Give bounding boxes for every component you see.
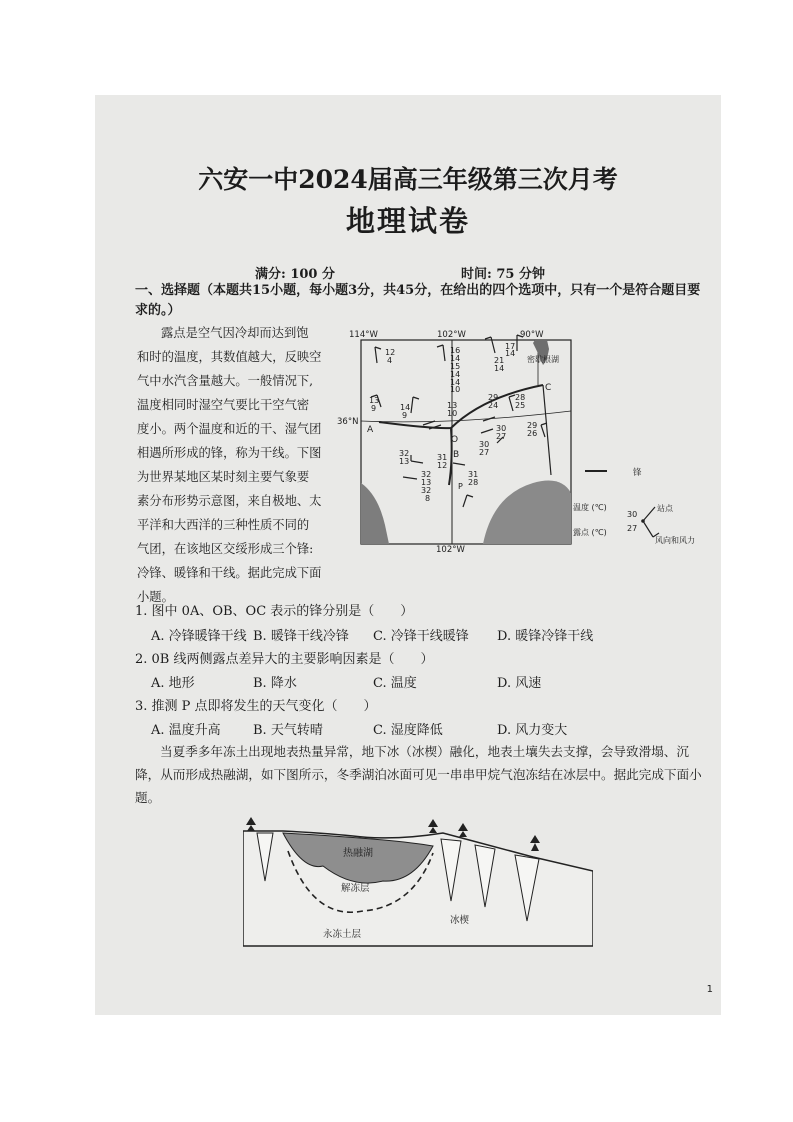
svg-text:热融湖: 热融湖 — [343, 848, 373, 859]
intro-line: 冷锋、暖锋和干线。据此完成下面 — [137, 566, 322, 580]
svg-text:31: 31 — [437, 453, 448, 462]
svg-text:温度 (℃): 温度 (℃) — [573, 503, 607, 512]
ocean-area — [361, 483, 389, 544]
q2-option-a: A. 地形 — [151, 676, 195, 691]
svg-text:12: 12 — [385, 348, 396, 357]
svg-text:114°W: 114°W — [349, 330, 378, 340]
intro-line: 素分布形势示意图，来自极地、太 — [137, 494, 322, 508]
q1-option-a: A. 冷锋暖锋干线 — [151, 629, 247, 644]
question-3: 3. 推测 P 点即将发生的天气变化（ ） — [135, 699, 377, 714]
svg-text:14: 14 — [450, 354, 461, 363]
svg-text:4: 4 — [387, 356, 393, 365]
svg-text:16: 16 — [450, 346, 461, 355]
svg-text:26: 26 — [527, 429, 538, 438]
exam-page — [95, 95, 721, 1015]
q3-option-a: A. 温度升高 — [151, 723, 221, 738]
svg-text:32: 32 — [421, 470, 432, 479]
page-number: 1 — [706, 984, 713, 995]
svg-text:8: 8 — [425, 494, 431, 503]
q3-option-c: C. 湿度降低 — [373, 723, 443, 738]
svg-text:13: 13 — [369, 396, 380, 405]
svg-text:密歇根湖: 密歇根湖 — [527, 355, 559, 364]
q1-option-b: B. 暖锋干线冷锋 — [253, 629, 349, 644]
full-score: 满分: 100 分 — [255, 267, 335, 282]
svg-text:12: 12 — [437, 461, 448, 470]
question-2: 2. 0B 线两侧露点差异大的主要影响因素是（ ） — [135, 652, 434, 667]
svg-text:10: 10 — [447, 409, 458, 418]
intro-paragraph-2: 当夏季多年冻土出现地表热量异常，地下冰（冰楔）融化，地表土壤失去支撑，会导致滑塌、沉降，从而形成热融湖，如下图所示，冬季湖泊冰面可见一串串甲烷气泡冻结在冰层中。据此完成下面小题。 — [135, 744, 702, 805]
svg-text:32: 32 — [399, 449, 410, 458]
svg-text:风向和风力: 风向和风力 — [655, 536, 695, 545]
intro-line: 相遇所形成的锋，称为干线。下图 — [137, 446, 322, 460]
svg-text:28: 28 — [468, 478, 479, 487]
svg-text:C: C — [545, 383, 552, 393]
svg-text:锋: 锋 — [633, 468, 642, 478]
svg-text:永冻土层: 永冻土层 — [323, 929, 362, 940]
svg-text:13: 13 — [447, 401, 458, 410]
exam-title: 六安一中2024届高三年级第三次月考 — [198, 165, 618, 194]
exam-subject: 地理试卷 — [345, 204, 470, 238]
svg-text:B: B — [453, 450, 460, 460]
svg-text:30: 30 — [496, 424, 507, 433]
question-1: 1. 图中 0A、OB、OC 表示的锋分别是（ ） — [135, 604, 414, 619]
q2-option-c: C. 温度 — [373, 676, 417, 691]
svg-text:15: 15 — [450, 362, 461, 371]
svg-text:30: 30 — [627, 510, 638, 519]
svg-text:28: 28 — [515, 393, 526, 402]
svg-text:27: 27 — [479, 448, 490, 457]
svg-text:102°W: 102°W — [437, 330, 466, 340]
intro-line: 露点是空气因冷却而达到饱 — [161, 326, 309, 340]
svg-text:9: 9 — [402, 411, 408, 420]
svg-text:14: 14 — [450, 370, 461, 379]
svg-text:29: 29 — [488, 393, 499, 402]
svg-text:27: 27 — [496, 432, 507, 441]
intro-line: 和时的温度，其数值越大，反映空 — [137, 350, 322, 364]
svg-text:36°N: 36°N — [337, 417, 359, 427]
svg-text:10: 10 — [450, 385, 461, 394]
intro-line: 气团，在该地区交绥形成三个锋: — [137, 542, 314, 556]
svg-text:14: 14 — [494, 364, 505, 373]
svg-text:102°W: 102°W — [436, 545, 465, 555]
svg-text:17: 17 — [505, 342, 516, 351]
gulf-area — [483, 481, 571, 544]
exam-duration: 时间: 75 分钟 — [461, 267, 545, 282]
svg-text:21: 21 — [494, 356, 505, 365]
svg-text:A: A — [367, 425, 374, 435]
svg-text:露点 (℃): 露点 (℃) — [573, 528, 607, 537]
intro-line: 温度相同时湿空气要比干空气密 — [137, 398, 310, 412]
svg-text:32: 32 — [421, 486, 432, 495]
svg-text:13: 13 — [421, 478, 432, 487]
svg-text:14: 14 — [505, 349, 516, 358]
intro-line: 平洋和大西洋的三种性质不同的 — [137, 518, 310, 532]
intro-line: 为世界某地区某时刻主要气象要 — [137, 470, 310, 484]
svg-text:9: 9 — [371, 404, 377, 413]
q1-option-c: C. 冷锋干线暖锋 — [373, 629, 469, 644]
intro-line: 气中水汽含量越大。一般情况下, — [137, 374, 314, 388]
svg-text:25: 25 — [515, 401, 526, 410]
svg-text:解冻层: 解冻层 — [341, 883, 370, 894]
svg-text:14: 14 — [400, 403, 411, 412]
q2-option-d: D. 风速 — [497, 676, 542, 691]
svg-text:27: 27 — [627, 524, 638, 533]
svg-text:站点: 站点 — [657, 504, 673, 513]
weather-map — [333, 325, 713, 555]
section-heading: 一、选择题（本题共15小题，每小题3分，共45分，在给出的四个选项中，只有一个是符合题目要求的。） — [135, 283, 701, 318]
q2-option-b: B. 降水 — [253, 676, 297, 691]
intro-line: 度小。两个温度和近的干、湿气团 — [137, 422, 322, 436]
svg-text:29: 29 — [527, 421, 538, 430]
thermokarst-diagram — [243, 811, 593, 951]
svg-text:O: O — [451, 435, 459, 445]
svg-text:31: 31 — [468, 470, 479, 479]
q3-option-b: B. 天气转晴 — [253, 723, 323, 738]
q1-option-d: D. 暖锋冷锋干线 — [497, 629, 594, 644]
svg-text:90°W: 90°W — [520, 330, 544, 340]
svg-text:13: 13 — [399, 457, 410, 466]
svg-text:24: 24 — [488, 401, 499, 410]
svg-text:14: 14 — [450, 378, 461, 387]
svg-text:30: 30 — [479, 440, 490, 449]
svg-text:P: P — [458, 482, 463, 491]
q3-option-d: D. 风力变大 — [497, 723, 568, 738]
intro-line: 小题。 — [137, 590, 174, 604]
svg-text:冰楔: 冰楔 — [450, 915, 470, 926]
